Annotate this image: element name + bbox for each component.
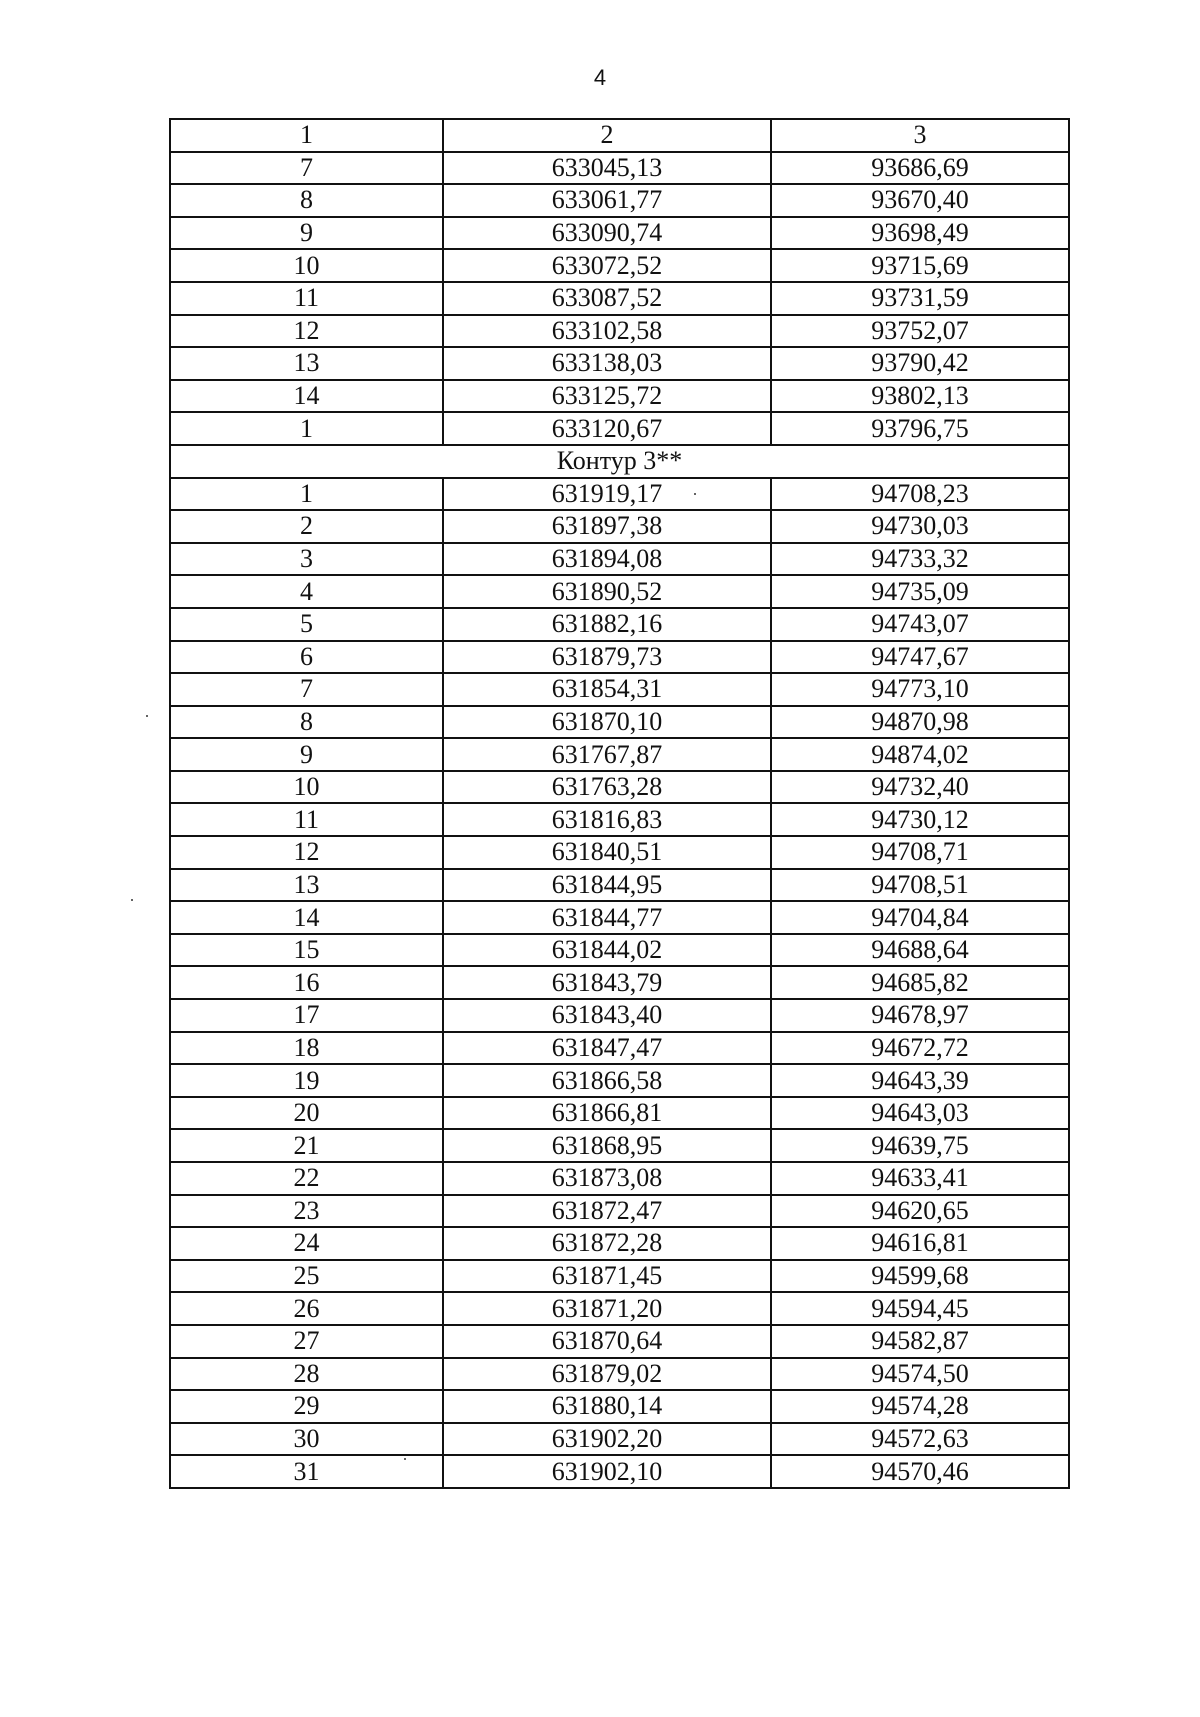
header-cell-3: 3 [771, 119, 1069, 152]
y-coordinate-cell: 94708,71 [771, 836, 1069, 869]
y-coordinate-cell: 94874,02 [771, 738, 1069, 771]
point-number-cell: 17 [170, 999, 443, 1032]
point-number-cell: 20 [170, 1097, 443, 1130]
y-coordinate-cell: 94572,63 [771, 1423, 1069, 1456]
y-coordinate-cell: 94574,50 [771, 1358, 1069, 1391]
x-coordinate-cell: 631873,08 [443, 1162, 771, 1195]
point-number-cell: 13 [170, 869, 443, 902]
x-coordinate-cell: 633061,77 [443, 184, 771, 217]
point-number-cell: 11 [170, 282, 443, 315]
y-coordinate-cell: 93731,59 [771, 282, 1069, 315]
x-coordinate-cell: 631843,40 [443, 999, 771, 1032]
x-coordinate-cell: 633087,52 [443, 282, 771, 315]
coordinates-table [169, 118, 1070, 1489]
table-row [170, 1358, 1069, 1391]
table-row [170, 1195, 1069, 1228]
x-coordinate-cell: 633090,74 [443, 217, 771, 250]
point-number-cell: 28 [170, 1358, 443, 1391]
table-row [170, 1390, 1069, 1423]
y-coordinate-cell: 94633,41 [771, 1162, 1069, 1195]
scan-speck [146, 715, 148, 717]
x-coordinate-cell: 631902,20 [443, 1423, 771, 1456]
x-coordinate-cell: 631843,79 [443, 966, 771, 999]
y-coordinate-cell: 93790,42 [771, 347, 1069, 380]
point-number-cell: 9 [170, 738, 443, 771]
y-coordinate-cell: 93802,13 [771, 380, 1069, 413]
point-number-cell: 15 [170, 934, 443, 967]
point-number-cell: 30 [170, 1423, 443, 1456]
header-cell-2: 2 [443, 119, 771, 152]
table-row [170, 738, 1069, 771]
y-coordinate-cell: 94708,51 [771, 869, 1069, 902]
scan-speck [404, 1458, 406, 1460]
point-number-cell: 7 [170, 152, 443, 185]
y-coordinate-cell: 94620,65 [771, 1195, 1069, 1228]
x-coordinate-cell: 631872,47 [443, 1195, 771, 1228]
table-row [170, 803, 1069, 836]
x-coordinate-cell: 631897,38 [443, 510, 771, 543]
x-coordinate-cell: 631844,02 [443, 934, 771, 967]
point-number-cell: 4 [170, 575, 443, 608]
y-coordinate-cell: 94704,84 [771, 901, 1069, 934]
table-row [170, 608, 1069, 641]
table-row [170, 217, 1069, 250]
header-cell-1: 1 [170, 119, 443, 152]
x-coordinate-cell: 631890,52 [443, 575, 771, 608]
coordinates-table-body [170, 119, 1069, 1488]
table-row [170, 510, 1069, 543]
point-number-cell: 24 [170, 1227, 443, 1260]
y-coordinate-cell: 94574,28 [771, 1390, 1069, 1423]
y-coordinate-cell: 93670,40 [771, 184, 1069, 217]
point-number-cell: 1 [170, 412, 443, 445]
x-coordinate-cell: 631879,73 [443, 641, 771, 674]
table-row [170, 543, 1069, 576]
x-coordinate-cell: 633138,03 [443, 347, 771, 380]
y-coordinate-cell: 94735,09 [771, 575, 1069, 608]
x-coordinate-cell: 631847,47 [443, 1032, 771, 1065]
y-coordinate-cell: 94870,98 [771, 706, 1069, 739]
y-coordinate-cell: 94639,75 [771, 1129, 1069, 1162]
x-coordinate-cell: 631872,28 [443, 1227, 771, 1260]
table-row [170, 966, 1069, 999]
x-coordinate-cell: 631866,81 [443, 1097, 771, 1130]
point-number-cell: 5 [170, 608, 443, 641]
point-number-cell: 3 [170, 543, 443, 576]
y-coordinate-cell: 94685,82 [771, 966, 1069, 999]
table-row [170, 1227, 1069, 1260]
y-coordinate-cell: 94730,12 [771, 803, 1069, 836]
point-number-cell: 2 [170, 510, 443, 543]
point-number-cell: 25 [170, 1260, 443, 1293]
x-coordinate-cell: 631844,95 [443, 869, 771, 902]
y-coordinate-cell: 94672,72 [771, 1032, 1069, 1065]
point-number-cell: 14 [170, 380, 443, 413]
point-number-cell: 16 [170, 966, 443, 999]
table-row [170, 836, 1069, 869]
table-row [170, 1423, 1069, 1456]
x-coordinate-cell: 631866,58 [443, 1064, 771, 1097]
x-coordinate-cell: 631844,77 [443, 901, 771, 934]
point-number-cell: 13 [170, 347, 443, 380]
point-number-cell: 8 [170, 184, 443, 217]
section-row [170, 445, 1069, 478]
x-coordinate-cell: 633102,58 [443, 315, 771, 348]
table-row [170, 1260, 1069, 1293]
point-number-cell: 11 [170, 803, 443, 836]
x-coordinate-cell: 631880,14 [443, 1390, 771, 1423]
x-coordinate-cell: 631882,16 [443, 608, 771, 641]
table-row [170, 934, 1069, 967]
point-number-cell: 19 [170, 1064, 443, 1097]
y-coordinate-cell: 94643,39 [771, 1064, 1069, 1097]
scan-speck [694, 493, 696, 495]
table-row [170, 575, 1069, 608]
y-coordinate-cell: 94773,10 [771, 673, 1069, 706]
y-coordinate-cell: 94732,40 [771, 771, 1069, 804]
x-coordinate-cell: 631767,87 [443, 738, 771, 771]
table-row [170, 1032, 1069, 1065]
table-row [170, 315, 1069, 348]
table-row [170, 380, 1069, 413]
x-coordinate-cell: 631871,45 [443, 1260, 771, 1293]
point-number-cell: 7 [170, 673, 443, 706]
y-coordinate-cell: 94582,87 [771, 1325, 1069, 1358]
table-row [170, 1292, 1069, 1325]
y-coordinate-cell: 94708,23 [771, 478, 1069, 511]
table-row [170, 901, 1069, 934]
point-number-cell: 14 [170, 901, 443, 934]
page-number: 4 [593, 65, 607, 90]
x-coordinate-cell: 631894,08 [443, 543, 771, 576]
table-row [170, 282, 1069, 315]
point-number-cell: 1 [170, 478, 443, 511]
table-row [170, 412, 1069, 445]
table-row [170, 1097, 1069, 1130]
x-coordinate-cell: 631816,83 [443, 803, 771, 836]
x-coordinate-cell: 631840,51 [443, 836, 771, 869]
point-number-cell: 23 [170, 1195, 443, 1228]
x-coordinate-cell: 633125,72 [443, 380, 771, 413]
table-row [170, 184, 1069, 217]
point-number-cell: 21 [170, 1129, 443, 1162]
section-title: Контур 3** [170, 445, 1069, 478]
y-coordinate-cell: 94594,45 [771, 1292, 1069, 1325]
table-row [170, 347, 1069, 380]
table-row [170, 673, 1069, 706]
point-number-cell: 10 [170, 771, 443, 804]
table-row [170, 478, 1069, 511]
x-coordinate-cell: 631854,31 [443, 673, 771, 706]
y-coordinate-cell: 94643,03 [771, 1097, 1069, 1130]
table-row [170, 1064, 1069, 1097]
table-row [170, 1162, 1069, 1195]
x-coordinate-cell: 633072,52 [443, 249, 771, 282]
table-row [170, 706, 1069, 739]
x-coordinate-cell: 631763,28 [443, 771, 771, 804]
x-coordinate-cell: 631919,17 [443, 478, 771, 511]
point-number-cell: 18 [170, 1032, 443, 1065]
table-row [170, 1325, 1069, 1358]
table-row [170, 641, 1069, 674]
y-coordinate-cell: 94688,64 [771, 934, 1069, 967]
point-number-cell: 22 [170, 1162, 443, 1195]
x-coordinate-cell: 631870,10 [443, 706, 771, 739]
y-coordinate-cell: 93698,49 [771, 217, 1069, 250]
y-coordinate-cell: 93715,69 [771, 249, 1069, 282]
table-row [170, 249, 1069, 282]
y-coordinate-cell: 94747,67 [771, 641, 1069, 674]
point-number-cell: 26 [170, 1292, 443, 1325]
table-row [170, 771, 1069, 804]
table-row [170, 152, 1069, 185]
point-number-cell: 10 [170, 249, 443, 282]
x-coordinate-cell: 631871,20 [443, 1292, 771, 1325]
point-number-cell: 27 [170, 1325, 443, 1358]
y-coordinate-cell: 94733,32 [771, 543, 1069, 576]
y-coordinate-cell: 94570,46 [771, 1455, 1069, 1488]
point-number-cell: 12 [170, 836, 443, 869]
point-number-cell: 6 [170, 641, 443, 674]
point-number-cell: 31 [170, 1455, 443, 1488]
y-coordinate-cell: 94730,03 [771, 510, 1069, 543]
table-row [170, 869, 1069, 902]
table-row [170, 999, 1069, 1032]
point-number-cell: 29 [170, 1390, 443, 1423]
y-coordinate-cell: 93796,75 [771, 412, 1069, 445]
scan-speck [131, 899, 133, 901]
y-coordinate-cell: 94599,68 [771, 1260, 1069, 1293]
table-row [170, 1455, 1069, 1488]
point-number-cell: 9 [170, 217, 443, 250]
y-coordinate-cell: 93752,07 [771, 315, 1069, 348]
x-coordinate-cell: 631879,02 [443, 1358, 771, 1391]
x-coordinate-cell: 631870,64 [443, 1325, 771, 1358]
y-coordinate-cell: 94678,97 [771, 999, 1069, 1032]
x-coordinate-cell: 631902,10 [443, 1455, 771, 1488]
point-number-cell: 12 [170, 315, 443, 348]
table-row [170, 1129, 1069, 1162]
y-coordinate-cell: 94743,07 [771, 608, 1069, 641]
table-header-row [170, 119, 1069, 152]
x-coordinate-cell: 633120,67 [443, 412, 771, 445]
y-coordinate-cell: 94616,81 [771, 1227, 1069, 1260]
y-coordinate-cell: 93686,69 [771, 152, 1069, 185]
x-coordinate-cell: 633045,13 [443, 152, 771, 185]
x-coordinate-cell: 631868,95 [443, 1129, 771, 1162]
point-number-cell: 8 [170, 706, 443, 739]
